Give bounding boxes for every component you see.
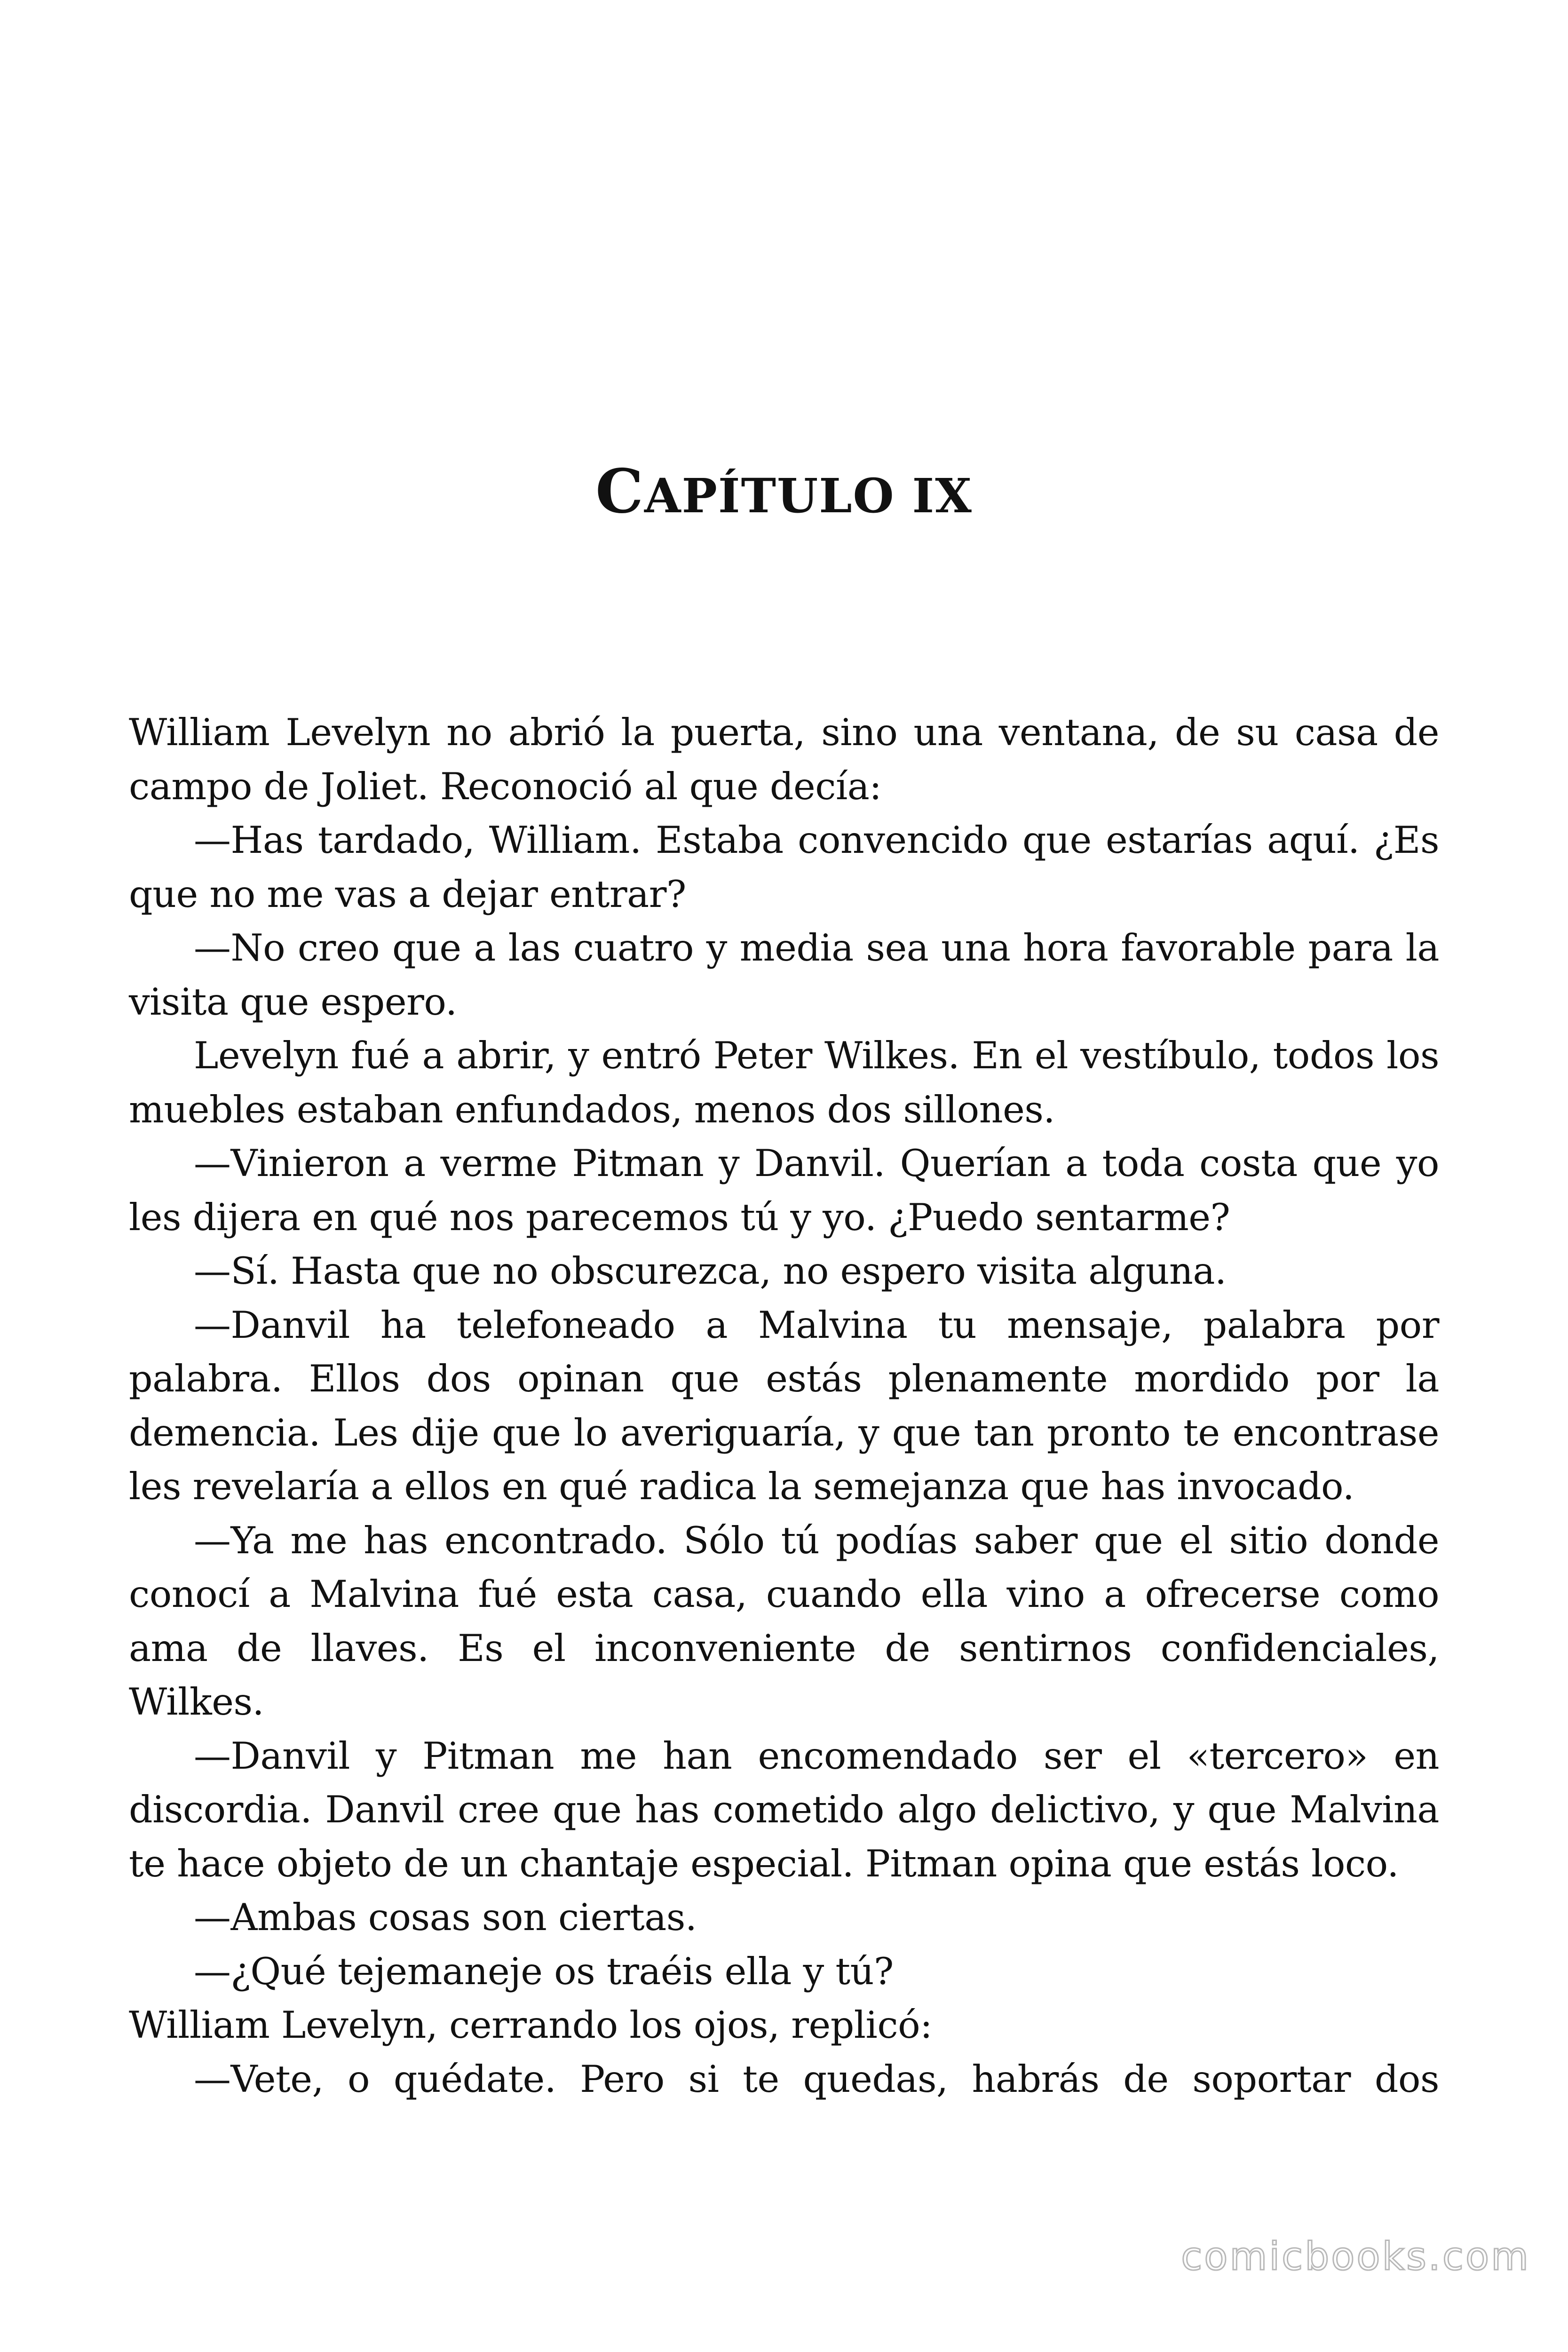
- paragraph: —Has tardado, William. Estaba convencido que estarías aquí. ¿Es que no me vas a dejar entrar?: [129, 818, 1439, 916]
- paragraph: —Danvil ha telefoneado a Malvina tu mensaje, palabra por palabra. Ellos dos opinan que estás plenamente mordido por la demencia. Les dije que lo averiguaría, y que tan pronto te encontrase les revelaría a ellos en qué radica la semejanza que has invocado.: [129, 1303, 1439, 1508]
- paragraph: William Levelyn no abrió la puerta, sino una ventana, de su casa de campo de Joliet. Reconoció al que decía:: [129, 711, 1439, 808]
- chapter-body: [129, 706, 1439, 2106]
- paragraph: —¿Qué tejemaneje os traéis ella y tú?: [194, 1949, 894, 1993]
- watermark: comicbooks.com: [1181, 2234, 1530, 2279]
- chapter-title-initial: C: [595, 456, 645, 527]
- chapter-title-rest: APÍTULO IX: [644, 468, 973, 524]
- paragraph: —Vinieron a verme Pitman y Danvil. Querían a toda costa que yo les dijera en qué nos parecemos tú y yo. ¿Puedo sentarme?: [129, 1142, 1439, 1239]
- paragraph: Levelyn fué a abrir, y entró Peter Wilkes. En el vestíbulo, todos los muebles estaban enfundados, menos dos sillones.: [129, 1034, 1439, 1131]
- paragraph: William Levelyn, cerrando los ojos, replicó:: [129, 2003, 933, 2047]
- paragraph: —No creo que a las cuatro y media sea una hora favorable para la visita que espero.: [129, 926, 1439, 1024]
- paragraph: —Vete, o quédate. Pero si te quedas, habrás de soportar dos: [194, 2057, 1439, 2101]
- paragraph: —Ya me has encontrado. Sólo tú podías saber que el sitio donde conocí a Malvina fué esta casa, cuando ella vino a ofrecerse como ama de llaves. Es el inconveniente de sentirnos confidenciales, Wilkes.: [129, 1518, 1439, 1724]
- paragraph: —Danvil y Pitman me han encomendado ser el «tercero» en discordia. Danvil cree que has cometido algo delictivo, y que Malvina te hace objeto de un chantaje especial. Pitman opina que estás loco.: [129, 1734, 1439, 1885]
- paragraph: —Ambas cosas son ciertas.: [194, 1896, 697, 1939]
- paragraph: —Sí. Hasta que no obscurezca, no espero visita alguna.: [194, 1249, 1227, 1293]
- chapter-title: [0, 454, 1568, 533]
